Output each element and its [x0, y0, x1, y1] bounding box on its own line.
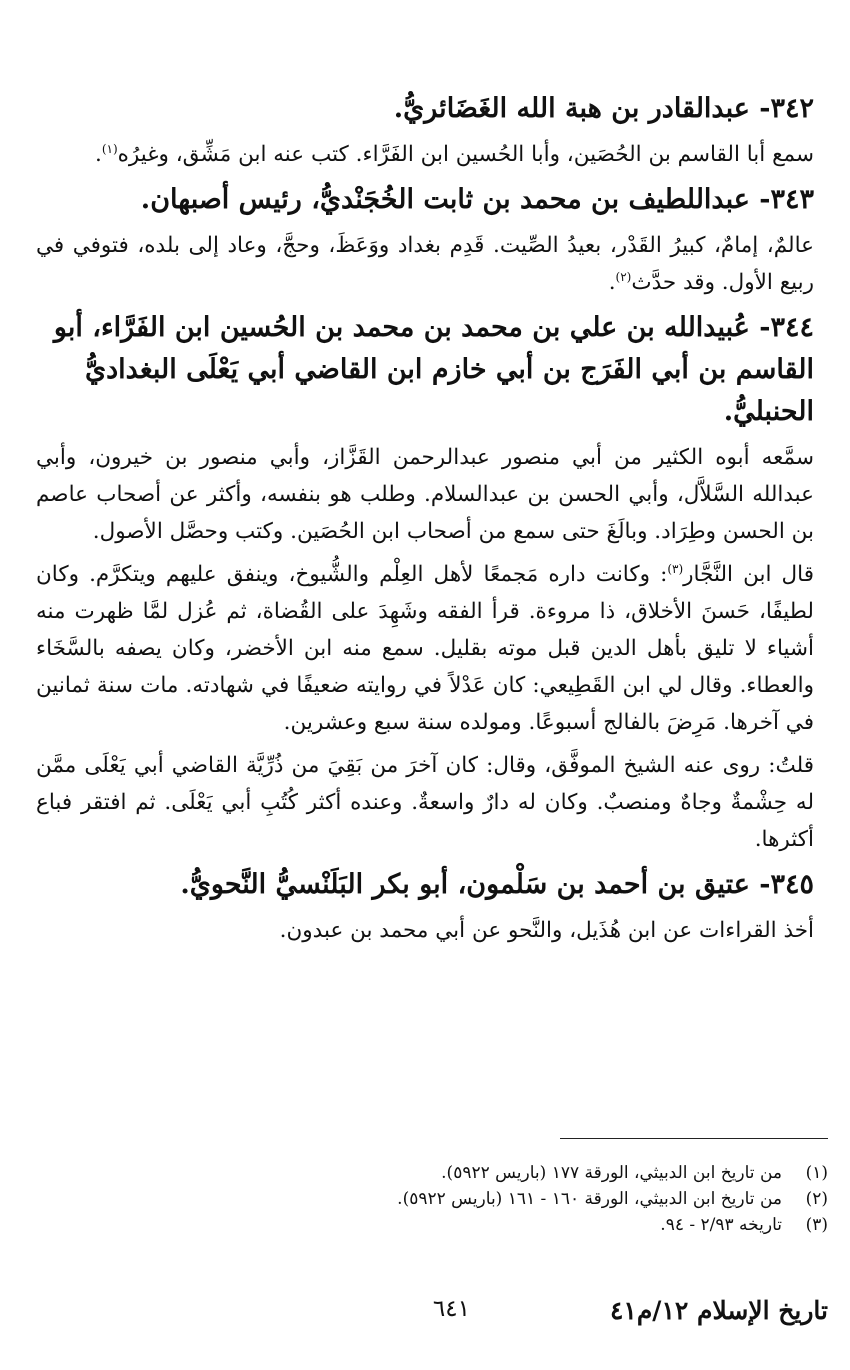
- entry-paragraph: [36, 439, 814, 550]
- entry-paragraph: [36, 227, 814, 301]
- entry-paragraph: [36, 747, 814, 858]
- footnote-number: (٢): [805, 1189, 828, 1209]
- book-title: تاريخ الإسلام ١٢/م٤١: [609, 1296, 828, 1325]
- page-footer: [40, 1296, 828, 1325]
- footnote-text: من تاريخ ابن الدبيثي، الورقة ١٦٠ - ١٦١ (باريس ٥٩٢٢).: [397, 1189, 782, 1209]
- footnote-number: (٣): [805, 1215, 828, 1235]
- paragraph-text: سمَّعه أبوه الكثير من أبي منصور عبدالرحمن القَزَّاز، وأبي منصور بن خيرون، وأبي عبدالله السَّلاَّل، وأبي الحسن بن عبدالسلام. وطلب هو بنفسه، وأكثر عن أصحاب عاصم بن الحسن وطِرَاد. وبالَغَ حتى سمع من أصحاب ابن الحُصَين. وكتب وحصَّل الأصول.: [36, 445, 814, 544]
- entry-paragraph: [36, 912, 814, 949]
- footnote-number: (١): [805, 1163, 828, 1183]
- paragraph-text: سمع أبا القاسم بن الحُصَين، وأبا الحُسين ابن الفَرَّاء. كتب عنه ابن مَشِّق، وغيرُه: [117, 142, 814, 167]
- entry-342: [36, 88, 814, 173]
- footnote: [40, 1212, 828, 1238]
- entry-paragraph: [36, 136, 814, 173]
- entry-title: ٣٤٢- عبدالقادر بن هبة الله الغَضَائريُّ.: [393, 93, 814, 124]
- paragraph-text: أخذ القراءات عن ابن هُذَيل، والنَّحو عن أبي محمد بن عبدون.: [279, 918, 814, 943]
- entry-343: [36, 179, 814, 301]
- footnote-text: تاريخه ٢/٩٣ - ٩٤.: [660, 1215, 782, 1235]
- entry-344: [36, 307, 814, 858]
- footnote-ref[interactable]: (٢): [615, 269, 632, 284]
- paragraph-text: قال ابن النَّجَّار: [683, 562, 815, 587]
- paragraph-text: قلتُ: روى عنه الشيخ الموفَّق، وقال: كان آخرَ من بَقِيَ من ذُرِّيَّة القاضي أبي يَعْلَى ممَّن له حِشْمةٌ وجاهٌ ومنصبٌ. وكان له دارٌ واسعةٌ. وعنده أكثر كُتُبِ أبي يَعْلَى. ثم افتقر فباع أكثرها.: [36, 753, 814, 852]
- footnote-ref[interactable]: (٣): [667, 561, 684, 576]
- entry-title: ٣٤٤- عُبيدالله بن علي بن محمد بن محمد بن الحُسين ابن الفَرَّاء، أبو القاسم بن أبي الفَرَج بن أبي خازم ابن القاضي أبي يَعْلَى البغداديُّ الحنبليُّ.: [53, 312, 814, 427]
- paragraph-text: عالمٌ، إمامٌ، كبيرُ القَدْر، بعيدُ الصِّيت. قَدِم بغداد ووَعَظَ، وحجَّ، وعاد إلى بلده، فتوفي في ربيع الأول. وقد حدَّث: [36, 233, 814, 295]
- paragraph-tail: : وكانت داره مَجمعًا لأهل العِلْم والشُّيوخ، وينفق عليهم ويتكرَّم. وكان لطيفًا، حَسنَ الأخلاق، ذا مروءة. قرأ الفقه وشَهِدَ على القُضاة، ثم عُزل لمَّا ظهرت منه أشياء لا تليق بأهل الدين قبل موته بقليل. سمع منه ابن الأخضر، وكان يصفه بالسَّخَاء والعطاء. وقال لي ابن القَطِيعي: كان عَدْلاً في روايته ضعيفًا في شهادته. مات سنة ثمانين في آخرها. مَرِضَ بالفالج أسبوعًا. ومولده سنة سبع وعشرين.: [36, 562, 814, 735]
- page-number: ٦٤١: [432, 1296, 470, 1322]
- footnote-text: من تاريخ ابن الدبيثي، الورقة ١٧٧ (باريس ٥٩٢٢).: [441, 1163, 782, 1183]
- paragraph-tail: .: [608, 270, 616, 295]
- footnote: [40, 1160, 828, 1186]
- footnote-divider: [560, 1138, 828, 1139]
- entry-paragraph: [36, 556, 814, 741]
- entry-title: ٣٤٣- عبداللطيف بن محمد بن ثابت الخُجَنْديُّ، رئيس أصبهان.: [140, 184, 814, 215]
- footnote-ref[interactable]: (١): [101, 141, 118, 156]
- entry-345: [36, 864, 814, 949]
- entry-title: ٣٤٥- عتيق بن أحمد بن سَلْمون، أبو بكر البَلَنْسيُّ النَّحويُّ.: [180, 869, 814, 900]
- footnote: [40, 1186, 828, 1212]
- footnotes: [40, 1160, 828, 1238]
- paragraph-tail: .: [94, 142, 102, 167]
